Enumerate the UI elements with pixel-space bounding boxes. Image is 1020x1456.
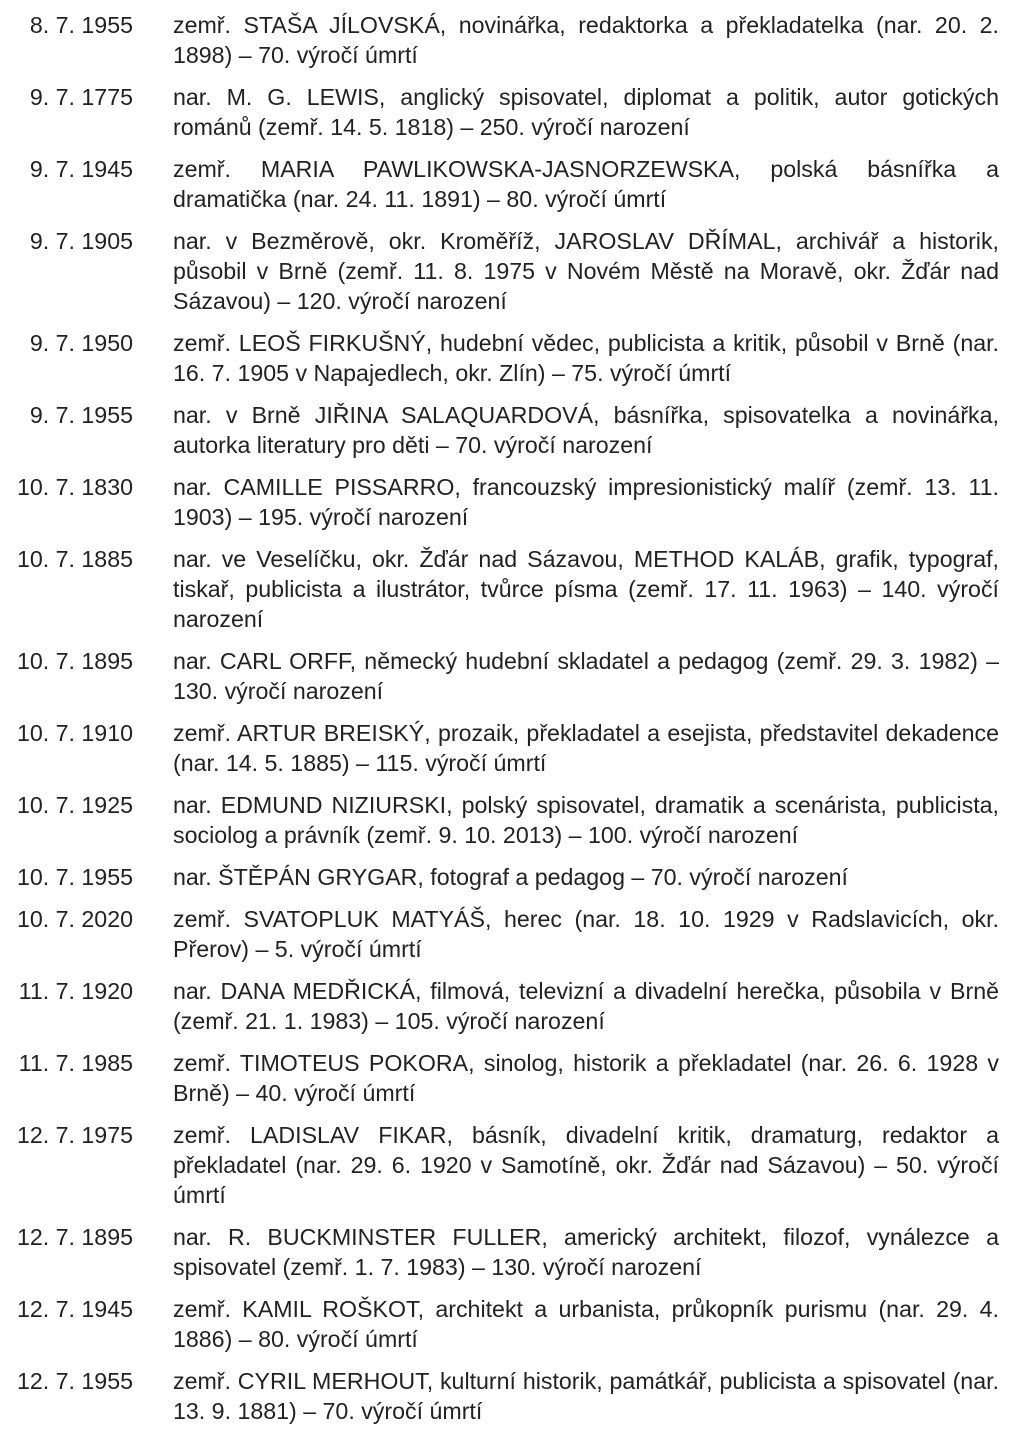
entry-text: zemř. ARTUR BREISKÝ, prozaik, překladatel a esejista, představitel dekadence (nar. 14. 5. 1885) – 115. výročí úmrtí	[173, 720, 999, 776]
entry-text: zemř. STAŠA JÍLOVSKÁ, novinářka, redaktorka a překladatelka (nar. 20. 2. 1898) – 70. výročí úmrtí	[173, 12, 999, 68]
entry-text: nar. EDMUND NIZIURSKI, polský spisovatel, dramatik a scenárista, publicista, sociolog a právník (zemř. 9. 10. 2013) – 100. výročí narození	[173, 792, 999, 848]
entry-text: zemř. SVATOPLUK MATYÁŠ, herec (nar. 18. 10. 1929 v Radslavicích, okr. Přerov) – 5. výročí úmrtí	[173, 906, 999, 962]
list-item	[0, 976, 1020, 1036]
entry-text: nar. ŠTĚPÁN GRYGAR, fotograf a pedagog – 70. výročí narození	[173, 864, 848, 890]
list-item	[0, 472, 1020, 532]
entry-date: 12. 7. 1895	[16, 1224, 133, 1250]
entry-text: nar. ve Veselíčku, okr. Žďár nad Sázavou, METHOD KALÁB, grafik, typograf, tiskař, publicista a ilustrátor, tvůrce písma (zemř. 17. 11. 1963) – 140. výročí narození	[173, 546, 999, 632]
entry-date: 9. 7. 1905	[29, 228, 133, 254]
list-item	[0, 10, 1020, 70]
entry-date: 12. 7. 1975	[16, 1122, 133, 1148]
entry-text: nar. v Bezměrově, okr. Kroměříž, JAROSLAV DŘÍMAL, archivář a historik, působil v Brně (zemř. 11. 8. 1975 v Novém Městě na Moravě, okr. Žďár nad Sázavou) – 120. výročí narození	[173, 228, 999, 314]
list-item	[0, 82, 1020, 142]
entry-date: 12. 7. 1945	[16, 1296, 133, 1322]
list-item	[0, 790, 1020, 850]
list-item	[0, 1222, 1020, 1282]
entry-text: nar. CAMILLE PISSARRO, francouzský impresionistický malíř (zemř. 13. 11. 1903) – 195. výročí narození	[173, 474, 999, 530]
entry-date: 11. 7. 1920	[18, 978, 133, 1004]
list-item	[0, 1048, 1020, 1108]
entry-date: 8. 7. 1955	[29, 12, 133, 38]
list-item	[0, 154, 1020, 214]
entry-date: 10. 7. 1955	[16, 864, 133, 890]
list-item	[0, 1294, 1020, 1354]
list-item	[0, 904, 1020, 964]
entry-date: 10. 7. 1910	[16, 720, 133, 746]
list-item	[0, 400, 1020, 460]
entry-text: nar. CARL ORFF, německý hudební skladatel a pedagog (zemř. 29. 3. 1982) – 130. výročí narození	[173, 648, 999, 704]
entry-date: 10. 7. 1830	[16, 474, 133, 500]
entry-date: 11. 7. 1985	[18, 1050, 133, 1076]
entry-date: 9. 7. 1950	[29, 330, 133, 356]
list-item	[0, 226, 1020, 316]
entry-date: 10. 7. 1925	[16, 792, 133, 818]
entry-date: 10. 7. 1885	[16, 546, 133, 572]
list-item	[0, 862, 1020, 892]
entry-date: 9. 7. 1775	[29, 84, 133, 110]
entry-date: 12. 7. 1955	[16, 1368, 133, 1394]
entry-text: zemř. LEOŠ FIRKUŠNÝ, hudební vědec, publicista a kritik, působil v Brně (nar. 16. 7. 1905 v Napajedlech, okr. Zlín) – 75. výročí úmrtí	[173, 330, 999, 386]
entry-date: 9. 7. 1955	[29, 402, 133, 428]
entry-text: zemř. KAMIL ROŠKOT, architekt a urbanista, průkopník purismu (nar. 29. 4. 1886) – 80. výročí úmrtí	[173, 1296, 999, 1352]
entry-date: 10. 7. 1895	[16, 648, 133, 674]
entry-text: zemř. TIMOTEUS POKORA, sinolog, historik a překladatel (nar. 26. 6. 1928 v Brně) – 40. výročí úmrtí	[173, 1050, 999, 1106]
list-item	[0, 328, 1020, 388]
entry-text: nar. DANA MEDŘICKÁ, filmová, televizní a divadelní herečka, působila v Brně (zemř. 21. 1. 1983) – 105. výročí narození	[173, 978, 999, 1034]
entry-text: zemř. LADISLAV FIKAR, básník, divadelní kritik, dramaturg, redaktor a překladatel (nar. 29. 6. 1920 v Samotíně, okr. Žďár nad Sázavou) – 50. výročí úmrtí	[173, 1122, 999, 1208]
entry-date: 10. 7. 2020	[16, 906, 133, 932]
entry-text: zemř. CYRIL MERHOUT, kulturní historik, památkář, publicista a spisovatel (nar. 13. 9. 1881) – 70. výročí úmrtí	[173, 1368, 999, 1424]
list-item	[0, 718, 1020, 778]
entry-date: 9. 7. 1945	[29, 156, 133, 182]
list-item	[0, 544, 1020, 634]
entry-text: zemř. MARIA PAWLIKOWSKA-JASNORZEWSKA, polská básnířka a dramatička (nar. 24. 11. 1891) – 80. výročí úmrtí	[173, 156, 999, 212]
entry-text: nar. R. BUCKMINSTER FULLER, americký architekt, filozof, vynálezce a spisovatel (zemř. 1. 7. 1983) – 130. výročí narození	[173, 1224, 999, 1280]
list-item	[0, 1366, 1020, 1426]
list-item	[0, 1120, 1020, 1210]
entry-text: nar. v Brně JIŘINA SALAQUARDOVÁ, básnířka, spisovatelka a novinářka, autorka literatury pro děti – 70. výročí narození	[173, 402, 999, 458]
entry-text: nar. M. G. LEWIS, anglický spisovatel, diplomat a politik, autor gotických románů (zemř. 14. 5. 1818) – 250. výročí narození	[173, 84, 999, 140]
list-item	[0, 646, 1020, 706]
